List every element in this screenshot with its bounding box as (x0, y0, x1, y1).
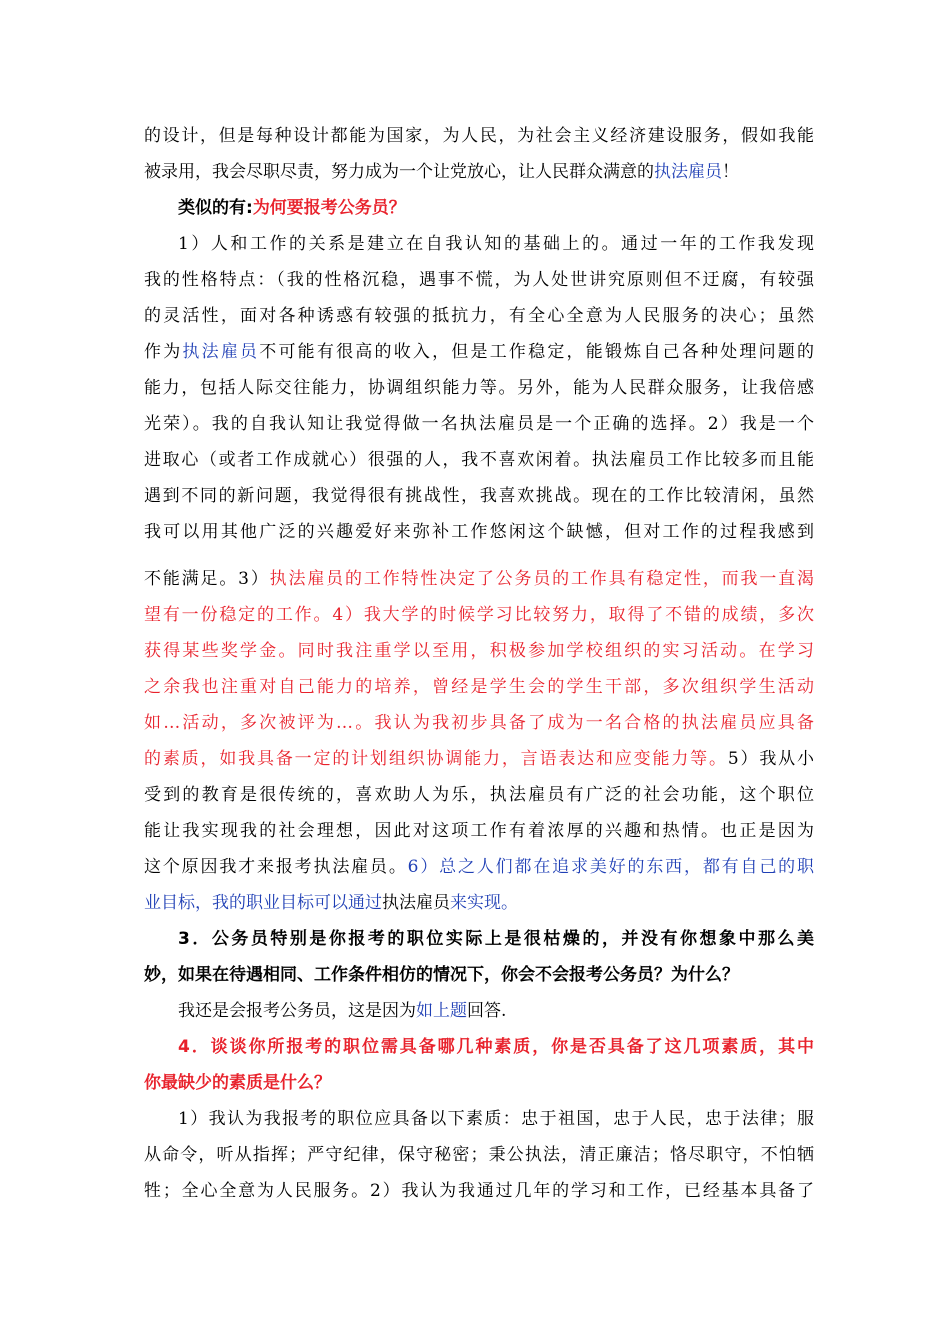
text-line (144, 412, 814, 436)
text-line (178, 999, 814, 1023)
text-run: 4．谈谈你所报考的职位需具备哪几种素质，你是否具备了这几项素质，其中 (178, 1037, 814, 1057)
text-run: 执法雇员的工作特性决定了公务员的工作具有稳定性，而我一直渴 (269, 569, 814, 589)
text-line (144, 520, 814, 544)
text-run: 从命令，听从指挥；严守纪律，保守秘密；秉公执法，清正廉洁；恪尽职守，不怕牺 (144, 1145, 814, 1165)
text-run: 的灵活性，面对各种诱惑有较强的抵抗力，有全心全意为人民服务的决心；虽然 (144, 306, 814, 326)
text-run: 能力，包括人际交往能力，协调组织能力等。另外，能为人民群众服务，让我倍感 (144, 378, 814, 398)
text-run: 能让我实现我的社会理想，因此对这项工作有着浓厚的兴趣和热情。也正是因为 (144, 821, 814, 841)
text-run: 获得某些奖学金。同时我注重学以至用，积极参加学校组织的实习活动。在学习 (144, 641, 814, 661)
text-line (144, 747, 814, 771)
text-line (144, 675, 814, 699)
text-run: 这个原因我才来报考执法雇员。 (144, 857, 408, 877)
text-line (144, 1179, 814, 1203)
text-line (144, 304, 814, 328)
text-run: 执法雇员 (654, 162, 722, 182)
text-line (144, 160, 814, 184)
text-run: 遇到不同的新问题，我觉得很有挑战性，我喜欢挑战。现在的工作比较清闲，虽然 (144, 486, 814, 506)
text-line (144, 376, 814, 400)
text-run: 进取心（或者工作成就心）很强的人，我不喜欢闲着。执法雇员工作比较多而且能 (144, 450, 814, 470)
text-run: 我可以用其他广泛的兴趣爱好来弥补工作悠闲这个缺憾，但对工作的过程我感到 (144, 522, 814, 542)
text-run: 执法雇员 (182, 342, 260, 362)
text-run: 之余我也注重对自己能力的培养，曾经是学生会的学生干部，多次组织学生活动 (144, 677, 814, 697)
text-run: 我还是会报考公务员，这是因为 (178, 1001, 416, 1021)
text-line (144, 340, 814, 364)
text-run: 为何要报考公务员？ (252, 198, 406, 218)
text-line (144, 783, 814, 807)
text-run: 望有一份稳定的工作。4）我大学的时候学习比较努力，取得了不错的成绩，多次 (144, 605, 814, 625)
text-line (144, 124, 814, 148)
text-line (144, 711, 814, 735)
text-run: 作为 (144, 342, 183, 362)
text-line (144, 855, 814, 879)
text-run: 你最缺少的素质是什么？ (144, 1073, 331, 1093)
text-run: 1）人和工作的关系是建立在自我认知的基础上的。通过一年的工作我发现 (178, 234, 814, 254)
text-run: 被录用，我会尽职尽责，努力成为一个让党放心，让人民群众满意的 (144, 162, 654, 182)
text-run: 回答. (467, 1001, 507, 1021)
text-line (144, 639, 814, 663)
text-line (144, 819, 814, 843)
text-line (178, 232, 814, 256)
text-line (144, 1071, 814, 1095)
text-run: 6）总之人们都在追求美好的东西，都有自己的职 (407, 857, 814, 877)
text-line (178, 927, 814, 951)
text-run: 光荣）。我的自我认知让我觉得做一名执法雇员是一个正确的选择。2）我是一个 (144, 414, 814, 434)
text-line (144, 268, 814, 292)
text-run: 我的性格特点：（我的性格沉稳，遇事不慌，为人处世讲究原则但不迂腐，有较强 (144, 270, 814, 290)
text-line (178, 1107, 814, 1131)
text-line (144, 963, 814, 987)
text-run: 如上题 (416, 1001, 467, 1021)
text-run: 的素质，如我具备一定的计划组织协调能力，言语表达和应变能力等。 (144, 749, 728, 769)
text-run: 类似的有: (178, 198, 253, 218)
text-line (144, 484, 814, 508)
text-line (178, 1035, 814, 1059)
text-run: 1）我认为我报考的职位应具备以下素质：忠于祖国，忠于人民，忠于法律；服 (178, 1109, 814, 1129)
text-run: 受到的教育是很传统的，喜欢助人为乐，执法雇员有广泛的社会功能，这个职位 (144, 785, 814, 805)
text-run: 如…活动，多次被评为…。我认为我初步具备了成为一名合格的执法雇员应具备 (144, 713, 814, 733)
text-run: 3．公务员特别是你报考的职位实际上是很枯燥的，并没有你想象中那么美 (178, 929, 814, 949)
text-line (178, 196, 814, 220)
text-run: 来实现。 (450, 893, 518, 913)
text-line (144, 448, 814, 472)
text-run: 5）我从小 (727, 749, 814, 769)
text-run: 妙，如果在待遇相同、工作条件相仿的情况下，你会不会报考公务员？为什么？ (144, 965, 739, 985)
text-run: 不可能有很高的收入，但是工作稳定，能锻炼自己各种处理问题的 (259, 342, 815, 362)
text-run: ！ (722, 162, 739, 182)
text-line (144, 567, 814, 591)
text-line (144, 1143, 814, 1167)
text-run: 执法雇员 (382, 893, 450, 913)
text-run: 业目标，我的职业目标可以通过 (144, 893, 382, 913)
text-line (144, 603, 814, 627)
text-line (144, 891, 814, 915)
text-run: 牲；全心全意为人民服务。2）我认为我通过几年的学习和工作，已经基本具备了 (144, 1181, 814, 1201)
text-run: 不能满足。3） (144, 569, 270, 589)
text-run: 的设计，但是每种设计都能为国家，为人民，为社会主义经济建设服务，假如我能 (144, 126, 814, 146)
